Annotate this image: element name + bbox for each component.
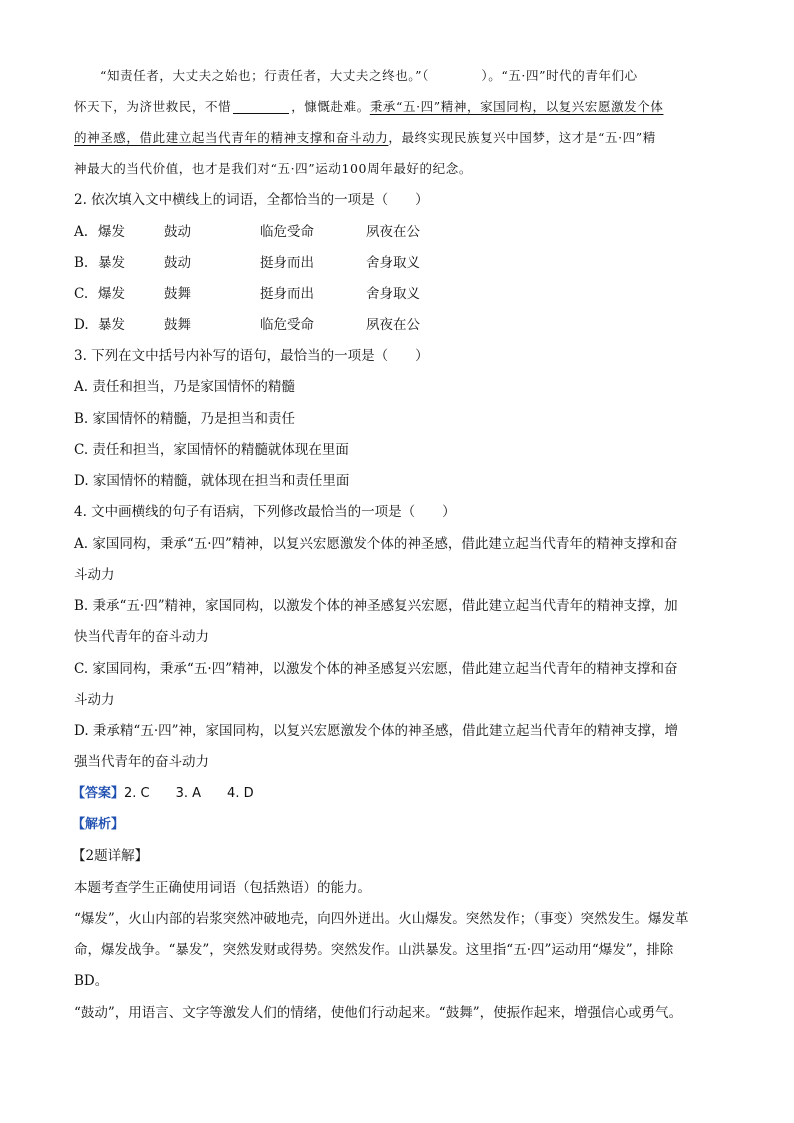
option-word: 鼓舞 xyxy=(164,317,191,333)
analysis-text-1: 本题考查学生正确使用词语（包括熟语）的能力。 xyxy=(74,880,371,896)
option-word: 舍身取义 xyxy=(366,286,420,302)
passage-line-3 xyxy=(74,128,656,148)
question-3-stem: 3. 下列在文中括号内补写的语句，最恰当的一项是（ ） xyxy=(74,348,429,364)
question-4-stem: 4. 文中画横线的句子有语病，下列修改最恰当的一项是（ ） xyxy=(74,504,456,520)
question-2-option-a xyxy=(74,222,494,242)
answer-line xyxy=(72,784,254,804)
option-label: C. xyxy=(74,286,89,302)
passage-text: ，最终实现民族复兴中国梦，这才是“五·四”精 xyxy=(388,130,656,145)
option-word: 挺身而出 xyxy=(260,255,314,271)
answer-text: 2. C 3. A 4. D xyxy=(124,786,254,801)
question-4-option-a-cont: 斗动力 xyxy=(74,567,115,583)
option-word: 夙夜在公 xyxy=(366,224,420,240)
passage-line-1: “知责任者，大丈夫之始也；行责任者，大丈夫之终也。”（ ）。“五·四”时代的青年们心 xyxy=(100,68,638,83)
passage-line-2 xyxy=(74,97,663,117)
question-4-option-c: C. 家国同构，秉承“五·四”精神，以激发个体的神圣感复兴宏愿，借此建立起当代青年的精神支撑和奋 xyxy=(74,661,678,677)
underlined-sentence: 秉承“五·四”精神，家国同构，以复兴宏愿激发个体 xyxy=(369,99,664,114)
option-word: 临危受命 xyxy=(260,317,314,333)
option-label: B. xyxy=(74,255,89,271)
underlined-sentence: 的神圣感，借此建立起当代青年的精神支撑和奋斗动力 xyxy=(74,130,389,145)
question-4-option-d: D. 秉承精“五·四”神，家国同构，以复兴宏愿激发个体的神圣感，借此建立起当代青年的精神支撑，增 xyxy=(74,723,679,739)
question-4-option-c-cont: 斗动力 xyxy=(74,692,115,708)
analysis-text-4: BD。 xyxy=(74,973,109,989)
analysis-text-5: “鼓动”，用语言、文字等激发人们的情绪，使他们行动起来。“鼓舞”，使振作起来，增强信心或勇气。 xyxy=(74,1005,683,1021)
question-4-option-d-cont: 强当代青年的奋斗动力 xyxy=(74,754,209,770)
option-word: 暴发 xyxy=(98,255,125,271)
answer-tag: 【答案】 xyxy=(72,786,125,801)
question-3-option-b: B. 家国情怀的精髓，乃是担当和责任 xyxy=(74,411,296,427)
question-4-option-b: B. 秉承“五·四”精神，家国同构，以激发个体的神圣感复兴宏愿，借此建立起当代青年的精神支撑，加 xyxy=(74,598,678,614)
fill-blank xyxy=(233,99,289,114)
question-3-option-a: A. 责任和担当，乃是家国情怀的精髓 xyxy=(74,379,295,395)
question-2-option-b xyxy=(74,253,494,273)
analysis-text-3: 命，爆发战争。“暴发”，突然发财或得势。突然发作。山洪暴发。这里指“五·四”运动用“爆发”，排除 xyxy=(74,942,674,958)
option-word: 临危受命 xyxy=(260,224,314,240)
passage-text: ，慷慨赴难。 xyxy=(291,99,370,114)
question-3-option-d: D. 家国情怀的精髓，就体现在担当和责任里面 xyxy=(74,473,350,489)
question-4-option-b-cont: 快当代青年的奋斗动力 xyxy=(74,629,209,645)
question-2-option-d xyxy=(74,315,494,335)
option-word: 鼓动 xyxy=(164,255,191,271)
passage-line-4: 神最大的当代价值，也才是我们对“五·四”运动100周年最好的纪念。 xyxy=(74,161,472,176)
question-2-stem: 2. 依次填入文中横线上的词语，全都恰当的一项是（ ） xyxy=(74,192,429,208)
analysis-tag: 【解析】 xyxy=(72,817,125,832)
option-word: 鼓舞 xyxy=(164,286,191,302)
analysis-line xyxy=(72,815,124,835)
passage-text: 怀天下，为济世救民，不惜 xyxy=(74,99,232,114)
option-label: D. xyxy=(74,317,89,333)
question-3-option-c: C. 责任和担当，家国情怀的精髓就体现在里面 xyxy=(74,442,349,458)
option-word: 挺身而出 xyxy=(260,286,314,302)
option-word: 鼓动 xyxy=(164,224,191,240)
question-2-option-c xyxy=(74,284,494,304)
option-word: 舍身取义 xyxy=(366,255,420,271)
option-word: 爆发 xyxy=(98,286,125,302)
analysis-text-2: “爆发”，火山内部的岩浆突然冲破地壳，向四外迸出。火山爆发。突然发作；（事变）突然发生。爆发革 xyxy=(74,911,689,927)
option-label: A. xyxy=(74,224,89,240)
analysis-subheading: 【2题详解】 xyxy=(72,848,149,864)
option-word: 暴发 xyxy=(98,317,125,333)
option-word: 夙夜在公 xyxy=(366,317,420,333)
question-4-option-a: A. 家国同构，秉承“五·四”精神，以复兴宏愿激发个体的神圣感，借此建立起当代青年的精神支撑和奋 xyxy=(74,536,678,552)
option-word: 爆发 xyxy=(98,224,125,240)
